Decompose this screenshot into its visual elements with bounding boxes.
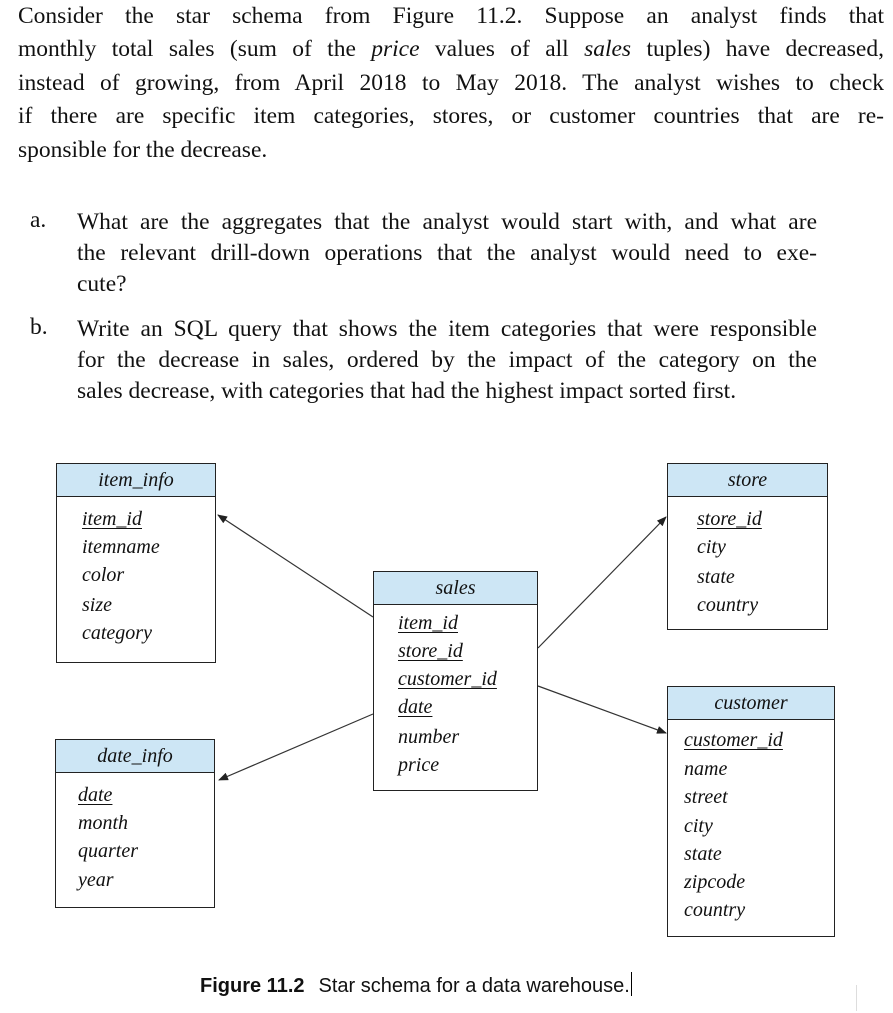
store-attr-store-id: store_id [697, 508, 762, 530]
sales-attr-number: number [398, 726, 460, 748]
arrow-sales-to-store [538, 517, 666, 648]
intro-text: values of all [419, 36, 585, 62]
date-info-attr-date: date [78, 784, 113, 806]
arrow-sales-to-customer [538, 686, 666, 733]
date-info-title: date_info [56, 740, 214, 773]
figure-caption [200, 972, 632, 998]
item-info-title: item_info [57, 464, 215, 497]
question-a-label: a. [30, 207, 47, 233]
item-info-attr-size: size [82, 594, 112, 616]
date-info-table [55, 739, 215, 908]
figure-caption-label: Figure 11.2 [200, 975, 305, 997]
question-b-label: b. [30, 314, 48, 340]
intro-line-1: Consider the star schema from Figure 11.2. Suppose an analyst finds that [18, 3, 884, 29]
customer-attr-zipcode: zipcode [684, 871, 746, 893]
date-info-attr-month: month [78, 812, 128, 834]
question-b-line: sales decrease, with categories that had the highest impact sorted first. [77, 378, 737, 404]
text-cursor [631, 972, 633, 996]
item-info-attr-itemname: itemname [82, 536, 160, 558]
scrollbar-edge [856, 985, 857, 1011]
question-a-line: cute? [77, 271, 127, 297]
date-info-attr-quarter: quarter [78, 840, 138, 862]
arrow-sales-to-date-info [219, 714, 373, 780]
intro-text: monthly total sales (sum of the [18, 36, 372, 62]
customer-attr-name: name [684, 758, 728, 780]
store-table [667, 463, 828, 630]
arrow-sales-to-item-info [218, 515, 373, 617]
customer-attr-country: country [684, 899, 746, 921]
store-attr-country: country [697, 594, 759, 616]
sales-attr-customer-id: customer_id [398, 668, 497, 690]
customer-attr-city: city [684, 815, 713, 837]
customer-attr-state: state [684, 843, 722, 865]
date-info-attr-year: year [78, 869, 114, 891]
intro-line-3: instead of growing, from April 2018 to May 2018. The analyst wishes to check [18, 70, 884, 96]
intro-text: tuples) have decreased, [631, 36, 884, 62]
sales-attr-item-id: item_id [398, 612, 458, 634]
customer-attr-customer-id: customer_id [684, 729, 783, 751]
intro-line-5: sponsible for the decrease. [18, 137, 268, 163]
sales-title: sales [374, 572, 537, 605]
question-b-line: Write an SQL query that shows the item categories that were responsible [77, 316, 817, 342]
item-info-attr-item-id: item_id [82, 508, 142, 530]
sales-attr-price: price [398, 754, 440, 776]
question-a-line: What are the aggregates that the analyst would start with, and what are [77, 209, 817, 235]
figure-caption-text: Star schema for a data warehouse. [318, 975, 630, 997]
store-title: store [668, 464, 827, 497]
store-attr-state: state [697, 566, 735, 588]
sales-attr-date: date [398, 696, 433, 718]
customer-attr-street: street [684, 786, 728, 808]
question-b-line: for the decrease in sales, ordered by the impact of the category on the [77, 347, 817, 373]
customer-title: customer [668, 687, 834, 720]
intro-price-term: price [371, 36, 420, 62]
store-attr-city: city [697, 536, 726, 558]
sales-attr-store-id: store_id [398, 640, 463, 662]
sales-table [373, 571, 538, 791]
item-info-attr-category: category [82, 622, 152, 644]
customer-table [667, 686, 835, 937]
item-info-attr-color: color [82, 564, 125, 586]
question-a-line: the relevant drill-down operations that the analyst would need to exe- [77, 240, 817, 266]
item-info-table [56, 463, 216, 663]
intro-line-4: if there are specific item categories, stores, or customer countries that are re- [18, 103, 884, 129]
intro-sales-term: sales [584, 36, 632, 62]
